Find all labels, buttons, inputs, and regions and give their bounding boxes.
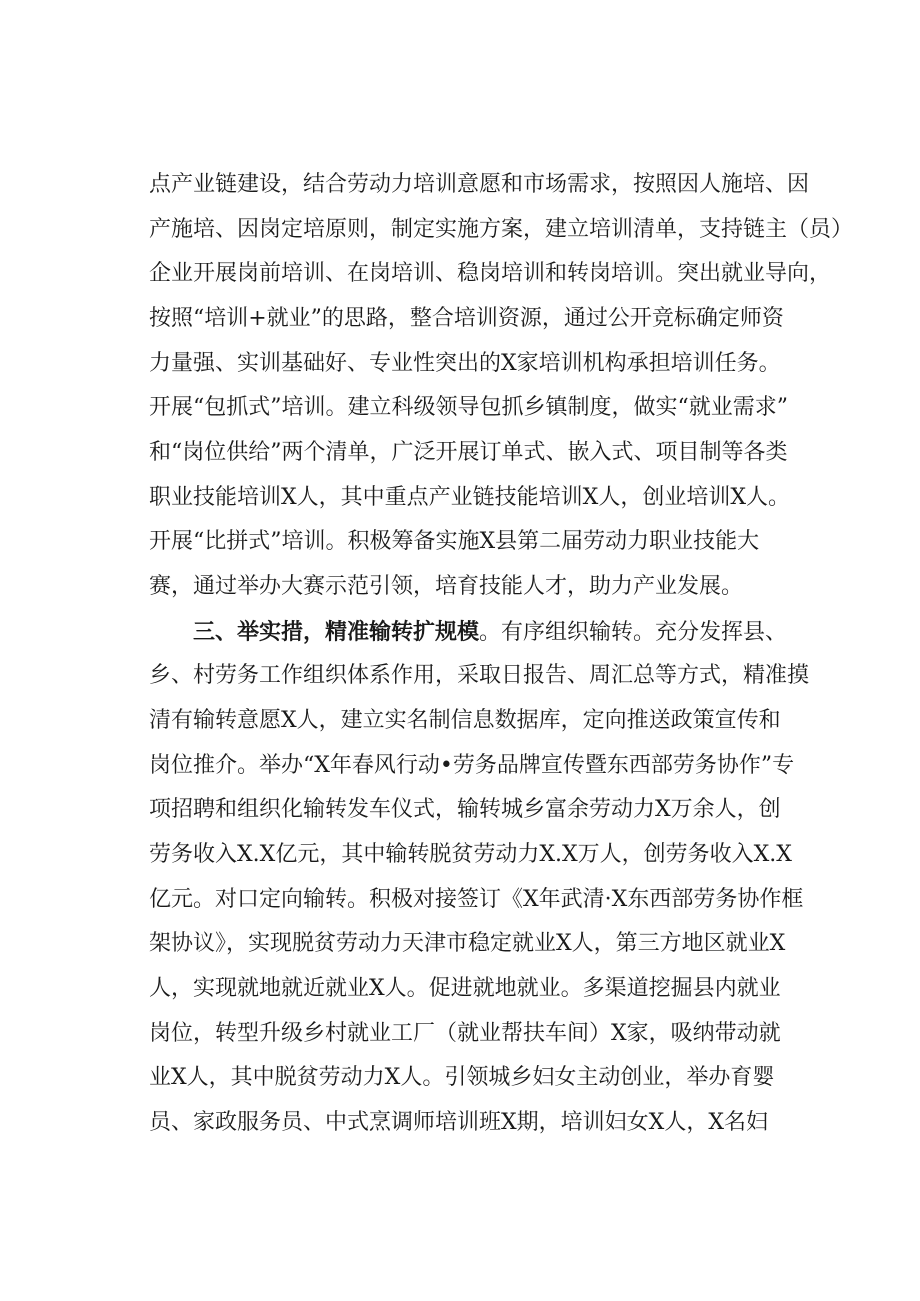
section-heading: 三、举实措，精准输转扩规模 [193, 619, 480, 645]
paragraph-line: 项招聘和组织化输转发车仪式，输转城乡富余劳动力X万余人，创 [149, 797, 781, 822]
paragraph-line: 业X人，其中脱贫劳动力X人。引领城乡妇女主动创业，举办育婴 [149, 1065, 775, 1090]
section-heading-line [193, 617, 787, 647]
paragraph-line: 清有输转意愿X人，建立实名制信息数据库，定向推送政策宣传和 [149, 708, 781, 733]
paragraph-line: 力量强、实训基础好、专业性突出的X家培训机构承担培训任务。 [149, 351, 781, 376]
paragraph-line: 企业开展岗前培训、在岗培训、稳岗培训和转岗培训。突出就业导向， [149, 261, 832, 286]
paragraph-line: 产施培、因岗定培原则，制定实施方案，建立培训清单，支持链主（员） [149, 217, 854, 242]
paragraph-line: 人，实现就地就近就业X人。促进就地就业。多渠道挖掘县内就业 [149, 976, 781, 1001]
paragraph-line: 乡、村劳务工作组织体系作用，采取日报告、周汇总等方式，精准摸 [149, 663, 810, 688]
section-heading-tail: 。有序组织输转。充分发挥县、 [479, 620, 788, 645]
paragraph-line: 员、家政服务员、中式烹调师培训班X期，培训妇女X人，X名妇 [149, 1110, 768, 1135]
paragraph-line: 赛，通过举办大赛示范引领，培育技能人才，助力产业发展。 [149, 574, 744, 599]
paragraph-line: 岗位，转型升级乡村就业工厂（就业帮扶车间）X家，吸纳带动就 [149, 1021, 781, 1046]
paragraph-line: 按照“培训+就业”的思路，整合培训资源，通过公开竞标确定师资 [149, 306, 784, 331]
paragraph-line: 和“岗位供给”两个清单，广泛开展订单式、嵌入式、项目制等各类 [149, 440, 788, 465]
paragraph-line: 劳务收入X.X亿元，其中输转脱贫劳动力X.X万人，创劳务收入X.X [149, 842, 792, 867]
paragraph-line: 开展“包抓式”培训。建立科级领导包抓乡镇制度，做实“就业需求” [149, 395, 788, 420]
paragraph-line: 开展“比拼式”培训。积极筹备实施X县第二届劳动力职业技能大 [149, 529, 760, 554]
paragraph-line: 点产业链建设，结合劳动力培训意愿和市场需求，按照因人施培、因 [149, 172, 810, 197]
paragraph-line: 架协议》，实现脱贫劳动力天津市稳定就业X人，第三方地区就业X [149, 931, 786, 956]
paragraph-line: 岗位推介。举办“X年春风行动•劳务品牌宣传暨东西部劳务协作”专 [149, 753, 795, 778]
paragraph-line: 亿元。对口定向输转。积极对接签订《X年武清·X东西部劳务协作框 [149, 887, 804, 912]
paragraph-line: 职业技能培训X人，其中重点产业链技能培训X人，创业培训X人。 [149, 485, 790, 510]
